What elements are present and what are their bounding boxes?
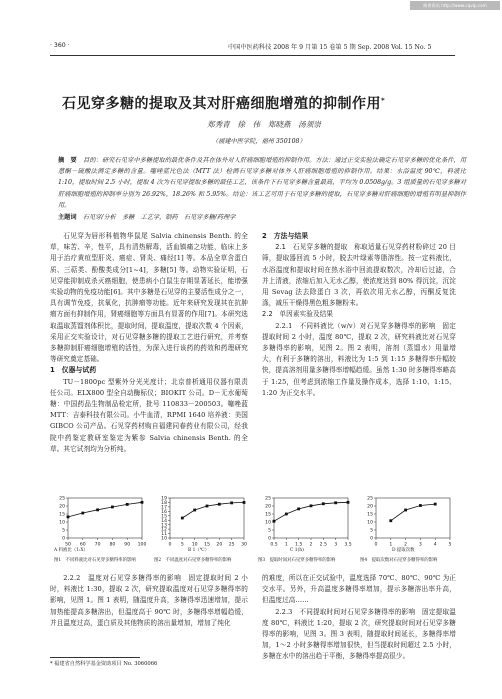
- x-tick-label: 1.5: [295, 542, 303, 548]
- figure-1-caption: 图1 不同料液比对石见穿多糖得率的影响: [54, 558, 136, 563]
- x-tick-label: 3.5: [344, 542, 352, 548]
- footnote: * 福建省自然科学基金资助项目 No. 3060066: [50, 661, 158, 667]
- keywords: [58, 212, 466, 223]
- y-tick-label: 12: [161, 527, 167, 533]
- y-tick-label: 25: [265, 496, 271, 502]
- header-rule: [50, 55, 455, 56]
- data-point: [347, 501, 350, 504]
- affiliation: （福建中医学院，福州 350108）: [212, 138, 306, 145]
- lower-left-column: [50, 573, 248, 633]
- x-tick-label: 3: [418, 542, 422, 548]
- x-tick-label: 30: [241, 542, 247, 548]
- y-tick-label: 25: [367, 496, 373, 502]
- section-2-1-heading: 2.1 石见穿多糖的提取: [275, 243, 348, 252]
- y-tick-label: 14: [161, 518, 167, 524]
- y-tick-label: 0: [62, 536, 65, 542]
- series-line: [68, 502, 142, 517]
- figure-1-xlabel: A 料液比（1:X）: [54, 548, 88, 553]
- x-tick-label: 1: [284, 542, 288, 548]
- y-tick-label: 25: [59, 496, 65, 502]
- data-point: [218, 503, 221, 506]
- keywords-label: 主题词: [58, 214, 77, 221]
- continued-paragraph: 的难度，所以在正交试验中，温度选择 70℃、80℃、90℃ 为正交水平。另外，升高温度多糖得率增加，提示多糖溶出率升高，但温度过高……: [262, 574, 456, 605]
- data-point: [273, 520, 276, 523]
- title-footnote-mark: *: [381, 96, 386, 105]
- section-2-2-2: 2.2.2 温度对石见穿多糖得率的影响 固定提取时间 2 小时，料液比 1:30，提取 2 次，研究提取温度对石见穿多糖得率的影响，见图 1。图 1 表明，随温度升高，多糖得率迅速增加，提示加热能提高多糖溶出，但温度高于 90℃ 时，多糖得率增幅趋缓，并且温度过高，蛋白质及其他物质的溶出量增加，增加了纯化: [50, 574, 248, 627]
- article-title: [62, 93, 385, 113]
- y-tick-label: 5: [62, 528, 65, 534]
- data-point: [230, 501, 233, 504]
- plot-frame: [376, 498, 450, 538]
- page-number: · 360 ·: [50, 42, 70, 49]
- data-point: [334, 501, 337, 504]
- section-2-2-heading: 2.2 单因素实验及结果: [262, 310, 334, 319]
- x-tick-label: 15: [204, 542, 210, 548]
- y-tick-label: 10: [59, 520, 65, 526]
- data-point: [243, 501, 246, 504]
- x-tick-label: 2.5: [319, 542, 327, 548]
- data-point: [126, 503, 129, 506]
- x-tick-label: 5: [180, 542, 184, 548]
- abstract-text: 目的：研究石见穿中多糖提取的最优条件及其在体外对人肝癌细胞增殖的抑制作用。方法：通过正交实验法确定石见穿多糖的优化条件，用蒽酮－硫酸法测定多糖的含量。噻唑蓝比色法（MTT 法）检测石见穿多糖对体外人肝癌细胞增殖的抑制作用。结果：水浴温度 90℃，料液比 1:10，提取时间 2.5 小时，提取 4 次为石见穿提取多糖的最佳工艺，该条件下石见穿多糖含量最高，平均为 0.0508g/g。3 组质量的石见穿多糖对肝癌细胞增殖的抑制率分别为 26.92%，18.26% 和 5.95%。结论：该工艺可用于石见穿多糖的提取，石见穿多糖对肝癌细胞的增殖有明显抑制作用。: [58, 157, 467, 209]
- body-right-column: [262, 231, 456, 492]
- authors: 郑秀青 徐 伟 郑晓燕 汤须崇: [207, 120, 321, 129]
- title-text: 石见穿多糖的提取及其对肝癌细胞增殖的抑制作用: [62, 96, 381, 112]
- section-2-1: [262, 242, 456, 309]
- y-tick-label: 16: [161, 509, 167, 515]
- x-tick-label: 60: [79, 542, 86, 548]
- data-point: [297, 507, 300, 510]
- data-point: [193, 509, 196, 512]
- data-point: [404, 509, 407, 512]
- y-tick-label: 10: [265, 520, 271, 526]
- data-point: [419, 504, 422, 507]
- data-point: [96, 508, 99, 511]
- abstract-label: 摘 要: [58, 157, 77, 164]
- abstract: [58, 155, 466, 211]
- y-tick-label: 15: [59, 512, 65, 518]
- figure-3-xlabel: C 1(h): [290, 548, 304, 553]
- lower-right-column: [262, 573, 456, 689]
- y-tick-label: 15: [161, 514, 167, 520]
- y-tick-label: 11: [161, 532, 167, 538]
- x-tick-label: 0: [168, 542, 172, 548]
- y-tick-label: 5: [268, 528, 271, 534]
- x-tick-label: 4: [433, 542, 437, 548]
- data-point: [322, 502, 325, 505]
- data-point: [181, 517, 184, 520]
- section-2-2-1: 2.2.1 不同料液比（w/v）对石见穿多糖得率的影响 固定提取时间 2 小时，温度 80℃，提取 2 次，研究料液比对石见穿多糖得率的影响，见图 2。图 2 表明，溶剂（蒸馏水）用量增大，有利于多糖的溶出，料液比为 1:5 到 1:15 多糖得率升幅较快，提高溶剂用量多糖得率增幅趋缓。虽然 1:30 时多糖得率略高于 1:25，但考虑到浓缩工作量及操作成本，选择 1:10、1:15、1:20 为正交水平。: [262, 321, 456, 397]
- x-tick-label: 80: [109, 542, 116, 548]
- section-2-1-text: 称取适量石见穿药材粉碎过 20 目筛，提取器回流 5 小时，脱去叶绿素等脂溶性。按一定料液比，水浴温度和提取时间在热水浴中回流提取数次，冷却后过滤，合并上清液，浓缩后加入无水乙醇，使浓度达到 80% 得沉淀，沉淀用 Sevag 法去除蛋白 3 次，再依次用无水乙醇，丙酮反复洗涤，减压干燥得黑色粗多糖粉末。: [262, 243, 456, 308]
- data-point: [67, 515, 70, 518]
- section-1-heading: 1 仪器与试药: [50, 366, 97, 375]
- y-tick-label: 0: [370, 536, 373, 542]
- y-tick-label: 10: [367, 520, 373, 526]
- x-tick-label: 100: [137, 542, 147, 548]
- data-point: [310, 504, 313, 507]
- x-tick-label: 70: [94, 542, 101, 548]
- x-tick-label: 3: [334, 542, 338, 548]
- body-left-column: [50, 231, 248, 492]
- instruments-paragraph: TU－1800pc 型紫外分光光度计；北京普析通用仪器有限责任公司。ELX800 型全自动酶标仪；BIOKIT 公司。D－无水葡萄糖：中国药品生物制品检定所，批号 110833－200503。噻唑蓝 MTT：吉泰科技有限公司。小牛血清，RPMI 1640 培养液：美国 GIBCO 公司产品。石见穿药材购自福建同春药业有限公司，经我院中药鉴定教研室鉴定为紫参 Salvia chinensis Benth. 的全草。其它试剂均为分析纯。: [50, 377, 248, 453]
- data-point: [111, 506, 114, 509]
- x-tick-label: 0.5: [270, 542, 278, 548]
- y-tick-label: 15: [265, 512, 271, 518]
- y-tick-label: 20: [265, 504, 271, 510]
- data-point: [81, 512, 84, 515]
- y-tick-label: 13: [161, 523, 167, 529]
- intro-paragraph: 石见穿为唇形科植物华鼠尾 Salvia chinensis Benth. 的全草，味苦、辛，性平，具有清热解毒，活血镇痛之功能，临床上多用于治疗黄疸型肝炎、癌症、肾炎、痛经[1] 等。本品全草含蛋白质、三萜类、酚酸类成分[1~4]，多糖[5] 等。动物实验证明，石见穿能抑制成杀灭癌细胞，使患病小白鼠生存期显著延长，能增强实验动物的免疫功能[6]。其中多糖是石见穿的主要活性成分之一，具有调节免疫，抗氧化，抗肿瘤等功能。近年来研究发现其在抗肿瘤方面有抑制作用，肾癌细胞等方面具有显著的作用[7]。本研究选取温取蒸馏剂体积比，提取时间，提取温度，提取次数 4 个因素，采用正交实验设计，对石见穿糖多糖的提取工艺进行研究，并考察多糖抑制肝癌细胞增殖的活性，为深入进行该药的药效和药理研究等研究奠定基础。: [50, 232, 248, 364]
- y-tick-label: 5: [370, 528, 373, 534]
- x-tick-label: 2: [404, 542, 408, 548]
- x-tick-label: 20: [216, 542, 223, 548]
- figure-2-xlabel: B 1（℃）: [188, 548, 210, 553]
- section-2-2-3: 2.2.3 不同提取时间对石见穿多糖得率的影响 固定提取温度 80℃，料液比 1:20，提取 2 次，研究提取时间对石见穿多糖得率的影响，见图 3。图 3 表明，随提取时间延长，多糖得率增加，1～2 小时多糖得率增加很快，但当提取时间超过 2.5 小时，多糖在水中的溶出趋于平衡，多糖得率提高很少。: [262, 607, 456, 661]
- y-tick-label: 17: [161, 505, 167, 511]
- series-line: [391, 504, 435, 521]
- x-tick-label: 0: [374, 542, 378, 548]
- y-tick-label: 20: [367, 504, 373, 510]
- footnote-rule: [50, 657, 140, 658]
- section-2-heading: 2 方法与结果: [262, 232, 309, 240]
- series-line: [182, 502, 244, 518]
- x-tick-label: 10: [191, 542, 198, 548]
- figure-2-caption: 图2 不同温度对石见穿多糖得率的影响: [154, 558, 232, 563]
- data-point: [389, 519, 392, 522]
- y-tick-label: 20: [59, 504, 65, 510]
- figure-3-caption: 图3 提取时间对石见穿多糖得率的影响: [258, 558, 336, 563]
- data-point: [285, 513, 288, 516]
- y-tick-label: 19: [161, 496, 167, 502]
- x-tick-label: 50: [65, 542, 71, 548]
- x-tick-label: 25: [228, 542, 235, 548]
- y-tick-label: 10: [161, 536, 167, 542]
- y-tick-label: 15: [367, 512, 373, 518]
- x-tick-label: 5: [448, 542, 452, 548]
- watermark-stamp: 维普资讯 http://www.cqvip.com: [410, 1, 500, 10]
- x-tick-label: 2: [309, 542, 313, 548]
- journal-header: 中国中医药科技 2008 年 9 月第 15 卷第 5 期 Sep. 2008 Vol. 15 No. 5: [228, 44, 432, 51]
- data-point: [206, 505, 209, 508]
- data-point: [434, 503, 437, 506]
- x-tick-label: 1: [389, 542, 393, 548]
- x-tick-label: 90: [124, 542, 131, 548]
- y-tick-label: 0: [268, 536, 271, 542]
- keywords-text: 石见穿/分析 多糖 工艺学，制药 石见穿多糖/药理学: [82, 214, 236, 221]
- figure-4-caption: 图4 提取次数对石见穿多糖得率的影响: [360, 558, 438, 563]
- y-tick-label: 18: [161, 501, 167, 507]
- data-point: [141, 501, 144, 504]
- figure-4-xlabel: D 提取次数: [392, 548, 415, 553]
